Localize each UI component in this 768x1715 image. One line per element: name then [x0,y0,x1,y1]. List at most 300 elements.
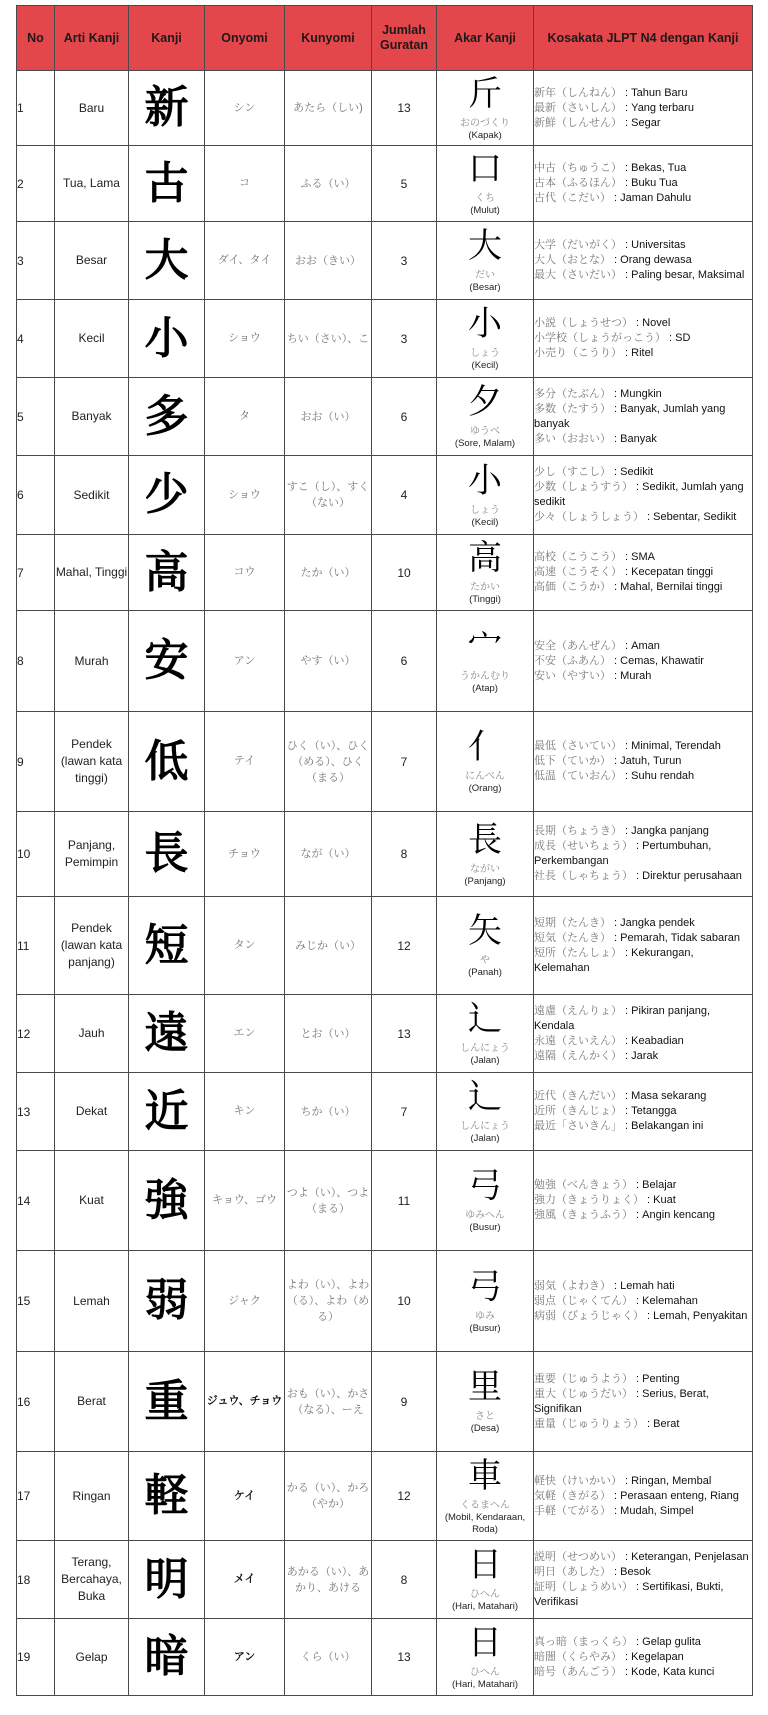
vocab-separator: : [622,1090,632,1102]
row-number: 10 [17,812,55,897]
radical-glyph: 里 [468,1367,502,1407]
vocab-japanese: 少し（すこし） [534,466,611,478]
header-arti: Arti Kanji [55,6,129,71]
vocab-list [534,1619,753,1696]
stroke-count: 6 [372,611,437,712]
radical-reading: しんにょう [460,1121,510,1132]
onyomi-reading: ショウ [205,456,285,535]
kunyomi-reading: すこ（し）、すく（ない） [285,456,372,535]
vocab-separator: : [611,916,621,929]
vocab-list [534,300,753,378]
table-row [17,897,753,995]
radical-reading: くち [475,193,495,204]
vocab-japanese: 重要（じゅうよう） [534,1372,633,1385]
vocab-item [534,946,752,976]
kunyomi-reading: みじか（い） [285,897,372,995]
vocab-item [534,565,752,580]
vocab-item [534,238,752,253]
vocab-meaning: Ritel [631,347,654,359]
vocab-list [534,1151,753,1251]
radical-reading: ながい [470,863,500,875]
table-row [17,812,753,897]
vocab-japanese: 新年（しんねん） [534,86,622,99]
kunyomi-reading: あかる（い）、あかり、あける [285,1541,372,1619]
vocab-item [534,1580,752,1610]
radical-glyph: 大 [468,226,502,266]
vocab-meaning: Besok [620,1565,651,1578]
kunyomi-reading: とお（い） [285,995,372,1073]
radical-meaning: (Kecil) [471,516,499,528]
vocab-separator: : [611,1279,621,1292]
kanji-meaning: Murah [55,611,129,712]
vocab-item [534,550,752,565]
vocab-meaning: Jaman Dahulu [620,192,692,204]
onyomi-reading: コ [205,146,285,222]
kunyomi-reading: やす（い） [285,611,372,712]
vocab-separator: : [633,317,643,329]
kanji-meaning: Dekat [55,1073,129,1151]
vocab-item [534,161,752,176]
kanji-character: 重 [129,1352,205,1452]
vocab-list [534,611,753,712]
vocab-japanese: 多数（たすう） [534,402,611,415]
vocab-meaning: Jatuh, Turun [620,755,682,767]
vocab-separator: : [633,1294,643,1307]
vocab-japanese: 手軽（てがる） [534,1504,611,1517]
vocab-meaning: Buku Tua [631,177,678,189]
vocab-separator: : [622,1105,632,1117]
vocab-separator: : [611,432,621,445]
vocab-separator: : [633,1635,643,1648]
kunyomi-reading: つよ（い）、つよ（まる） [285,1151,372,1251]
vocab-item [534,480,752,510]
vocab-item [534,1489,752,1504]
kunyomi-reading: ひく（い）、ひく（める）、ひく（まる） [285,712,372,812]
vocab-meaning: Direktur perusahaan [642,870,742,882]
vocab-separator: : [622,566,632,578]
vocab-separator: : [622,946,632,959]
vocab-japanese: 安い（やすい） [534,669,611,682]
radical-meaning: (Mulut) [470,205,500,216]
kunyomi-reading: かる（い）、かろ（やか） [285,1452,372,1541]
kanji-character: 高 [129,535,205,611]
radical-meaning: (Tinggi) [469,594,501,605]
vocab-separator: : [611,1504,621,1517]
vocab-separator: : [622,1650,632,1663]
row-number: 5 [17,378,55,456]
vocab-item [534,654,752,669]
radical-cell [437,1541,534,1619]
vocab-meaning: Perasaan enteng, Riang [620,1489,739,1502]
radical-glyph: 弓 [468,1266,502,1307]
vocab-meaning: Pikiran panjang, Kendala [534,1004,711,1032]
vocab-meaning: Belajar [642,1179,677,1191]
radical-cell [437,611,534,712]
vocab-meaning: Kegelapan [631,1650,684,1663]
radical-meaning: (Panjang) [464,875,506,887]
vocab-item [534,1417,752,1432]
table-row [17,146,753,222]
vocab-japanese: 短期（たんき） [534,916,611,929]
vocab-item [534,1309,752,1324]
vocab-japanese: 暗闇（くらやみ） [534,1650,622,1663]
kanji-character: 短 [129,897,205,995]
vocab-separator: : [622,269,632,281]
vocab-item [534,101,752,116]
vocab-item [534,1178,752,1193]
vocab-japanese: 最近「さいきん」 [534,1120,622,1132]
vocab-item [534,432,752,447]
radical-glyph: 日 [468,1545,502,1585]
onyomi-reading: ジュウ、チョウ [205,1352,285,1452]
vocab-meaning: Lemah, Penyakitan [653,1309,748,1322]
kanji-character: 小 [129,300,205,378]
vocab-separator: : [644,1194,654,1206]
kanji-meaning: Tua, Lama [55,146,129,222]
vocab-japanese: 永遠（えいえん） [534,1034,622,1047]
radical-reading: ゆうべ [470,426,500,437]
vocab-item [534,739,752,754]
vocab-separator: : [622,770,632,782]
vocab-item [534,346,752,361]
header-onyomi: Onyomi [205,6,285,71]
onyomi-reading: アン [205,611,285,712]
stroke-count: 13 [372,995,437,1073]
vocab-meaning: Aman [631,639,660,652]
radical-meaning: (Orang) [468,783,502,794]
vocab-separator: : [611,192,621,204]
onyomi-reading: コウ [205,535,285,611]
kunyomi-reading: よわ（い）、よわ（る）、よわ（める） [285,1251,372,1352]
vocab-separator: : [622,177,632,189]
kanji-meaning: Pendek (lawan kata tinggi) [55,712,129,812]
kanji-character: 大 [129,222,205,300]
vocab-japanese: 勉強（べんきょう） [534,1179,633,1191]
stroke-count: 10 [372,535,437,611]
vocab-japanese: 多い（おおい） [534,432,611,445]
stroke-count: 11 [372,1151,437,1251]
vocab-japanese: 古本（ふるほん） [534,177,622,189]
radical-reading: ひへん [470,1666,500,1678]
vocab-meaning: Bekas, Tua [631,162,687,174]
vocab-japanese: 成長（せいちょう） [534,840,633,852]
stroke-count: 12 [372,1452,437,1541]
vocab-item [534,176,752,191]
vocab-list [534,1073,753,1151]
stroke-count: 5 [372,146,437,222]
vocab-meaning: SD [675,332,691,344]
kunyomi-reading: おお（きい） [285,222,372,300]
vocab-item [534,1635,752,1650]
kanji-character: 遠 [129,995,205,1073]
onyomi-reading: タ [205,378,285,456]
table-row [17,1073,753,1151]
vocab-japanese: 小売り（こうり） [534,347,622,359]
radical-reading: ゆみ [475,1310,495,1322]
radical-cell [437,1619,534,1696]
radical-glyph: 日 [468,1622,502,1663]
radical-reading: たかい [470,582,500,593]
header-radical: Akar Kanji [437,6,534,71]
radical-meaning: (Hari, Matahari) [452,1601,518,1612]
radical-meaning: (Busur) [469,1222,501,1233]
radical-cell [437,812,534,897]
kanji-character: 古 [129,146,205,222]
vocab-japanese: 安全（あんぜん） [534,639,622,652]
vocab-item [534,253,752,268]
radical-meaning: (Mobil, Kendaraan, Roda) [444,1511,526,1535]
radical-reading: しょう [470,348,500,359]
vocab-separator: : [611,755,621,767]
vocab-item [534,754,752,769]
vocab-meaning: Banyak, Jumlah yang banyak [534,402,726,430]
row-number: 8 [17,611,55,712]
radical-glyph: 斤 [468,73,502,114]
table-row [17,1619,753,1696]
row-number: 18 [17,1541,55,1619]
row-number: 15 [17,1251,55,1352]
vocab-separator: : [611,466,621,478]
vocab-meaning: Paling besar, Maksimal [631,269,745,281]
vocab-list [534,146,753,222]
kanji-meaning: Baru [55,71,129,146]
radical-reading: おのづくり [460,117,510,129]
vocab-separator: : [633,1580,643,1593]
kanji-meaning: Mahal, Tinggi [55,535,129,611]
vocab-meaning: Keabadian [631,1034,684,1047]
vocab-separator: : [611,654,621,667]
table-row [17,1151,753,1251]
vocab-separator: : [633,1387,643,1400]
radical-meaning: (Desa) [470,1423,500,1434]
row-number: 11 [17,897,55,995]
kanji-character: 暗 [129,1619,205,1696]
kunyomi-reading: ふる（い） [285,146,372,222]
vocab-meaning: Kekurangan, Kelemahan [534,946,694,974]
radical-glyph: 辶 [468,999,502,1039]
kanji-meaning: Banyak [55,378,129,456]
vocab-japanese: 低下（ていか） [534,755,611,767]
vocab-separator: : [633,481,643,493]
radical-meaning: (Kecil) [471,360,499,371]
onyomi-reading: タン [205,897,285,995]
radical-cell [437,995,534,1073]
vocab-list [534,1352,753,1452]
vocab-japanese: 近所（きんじょ） [534,1105,622,1117]
vocab-item [534,1208,752,1223]
vocab-meaning: Universitas [631,239,686,251]
radical-cell [437,71,534,146]
row-number: 16 [17,1352,55,1452]
vocab-item [534,916,752,931]
vocab-meaning: Pertumbuhan, Perkembangan [534,840,712,867]
vocab-meaning: Jangka pendek [620,916,695,929]
stroke-count: 7 [372,712,437,812]
table-row [17,456,753,535]
vocab-meaning: SMA [631,551,656,563]
vocab-list [534,222,753,300]
vocab-separator: : [644,511,654,523]
vocab-item [534,1193,752,1208]
header-strokes: Jumlah Guratan [372,6,437,71]
radical-cell [437,456,534,535]
header-row [17,6,753,71]
vocab-item [534,268,752,283]
vocab-item [534,580,752,595]
radical-reading: さと [475,1411,495,1422]
vocab-japanese: 短気（たんき） [534,931,611,944]
kanji-meaning: Pendek (lawan kata panjang) [55,897,129,995]
onyomi-reading: チョウ [205,812,285,897]
vocab-separator: : [622,825,632,837]
vocab-separator: : [633,1209,643,1221]
radical-meaning: (Panah) [468,967,502,978]
kunyomi-reading: あたら（しい) [285,71,372,146]
radical-glyph: 長 [468,819,502,860]
vocab-list [534,812,753,897]
vocab-item [534,1504,752,1519]
vocab-separator: : [622,239,632,251]
vocab-meaning: Lemah hati [620,1279,675,1292]
radical-cell [437,222,534,300]
table-body [17,71,753,1696]
vocab-japanese: 社長（しゃちょう） [534,870,633,882]
stroke-count: 8 [372,812,437,897]
vocab-separator: : [622,1550,632,1563]
stroke-count: 9 [372,1352,437,1452]
table-row [17,222,753,300]
onyomi-reading: ジャク [205,1251,285,1352]
vocab-meaning: Pemarah, Tidak sabaran [620,931,741,944]
kanji-character: 低 [129,712,205,812]
radical-glyph: 高 [468,538,502,578]
vocab-meaning: Kecepatan tinggi [631,566,714,578]
stroke-count: 3 [372,222,437,300]
radical-glyph: 口 [468,149,502,189]
radical-cell [437,897,534,995]
vocab-separator: : [622,116,632,129]
vocab-japanese: 古代（こだい） [534,192,611,204]
row-number: 1 [17,71,55,146]
vocab-japanese: 最低（さいてい） [534,740,622,752]
kanji-meaning: Kecil [55,300,129,378]
vocab-japanese: 大学（だいがく） [534,239,622,251]
vocab-meaning: Mudah, Simpel [620,1504,694,1517]
vocab-item [534,1089,752,1104]
radical-meaning: (Kapak) [468,129,502,141]
vocab-meaning: Masa sekarang [631,1090,707,1102]
kanji-meaning: Ringan [55,1452,129,1541]
vocab-japanese: 長期（ちょうき） [534,825,622,837]
vocab-meaning: Gelap gulita [642,1635,701,1648]
kanji-character: 強 [129,1151,205,1251]
table-row [17,300,753,378]
vocab-separator: : [622,1034,632,1047]
onyomi-reading: シン [205,71,285,146]
kanji-character: 多 [129,378,205,456]
radical-glyph: 弓 [468,1166,502,1206]
stroke-count: 13 [372,71,437,146]
vocab-japanese: 低温（ていおん） [534,770,622,782]
vocab-item [534,869,752,884]
vocab-list [534,535,753,611]
vocab-list [534,456,753,535]
vocab-item [534,1294,752,1309]
vocab-meaning: Serius, Berat, Signifikan [534,1387,709,1415]
row-number: 13 [17,1073,55,1151]
kunyomi-reading: おも（い）、かさ（なる）、ーえ [285,1352,372,1452]
radical-meaning: (Busur) [469,1322,501,1334]
radical-cell [437,1352,534,1452]
vocab-item [534,1049,752,1064]
radical-meaning: (Hari, Matahari) [452,1678,518,1690]
vocab-japanese: 弱点（じゃくてん） [534,1294,633,1307]
radical-glyph: 辶 [468,1077,502,1117]
radical-glyph: 亻 [468,727,502,767]
vocab-japanese: 明日（あした） [534,1565,611,1578]
vocab-item [534,1279,752,1294]
vocab-japanese: 証明（しょうめい） [534,1580,633,1593]
vocab-meaning: Sedikit [620,466,654,478]
vocab-meaning: Jarak [631,1049,659,1062]
kanji-character: 軽 [129,1452,205,1541]
vocab-item [534,316,752,331]
vocab-meaning: Segar [631,116,661,129]
vocab-item [534,331,752,346]
radical-reading: や [480,955,490,966]
onyomi-reading: キョウ、ゴウ [205,1151,285,1251]
table-row [17,71,753,146]
kunyomi-reading: ちい（さい）、こ [285,300,372,378]
vocab-meaning: Kuat [653,1194,676,1206]
onyomi-reading: アン [205,1619,285,1696]
vocab-item [534,387,752,402]
kanji-character: 弱 [129,1251,205,1352]
stroke-count: 3 [372,300,437,378]
kanji-meaning: Sedikit [55,456,129,535]
kanji-meaning: Berat [55,1352,129,1452]
vocab-meaning: Murah [620,669,652,682]
table-row [17,1251,753,1352]
vocab-separator: : [611,387,621,400]
vocab-japanese: 遠慮（えんりょ） [534,1004,622,1017]
table-row [17,611,753,712]
row-number: 17 [17,1452,55,1541]
vocab-separator: : [633,870,643,882]
vocab-japanese: 強風（きょうふう） [534,1209,633,1221]
kunyomi-reading: たか（い） [285,535,372,611]
radical-glyph: 小 [468,460,502,501]
vocab-japanese: 近代（きんだい） [534,1090,622,1102]
stroke-count: 10 [372,1251,437,1352]
radical-cell [437,378,534,456]
vocab-separator: : [622,162,632,174]
vocab-meaning: Kelemahan [642,1294,698,1307]
header-vocab: Kosakata JLPT N4 dengan Kanji [534,6,753,71]
vocab-meaning: Tahun Baru [631,86,688,99]
stroke-count: 12 [372,897,437,995]
vocab-separator: : [622,740,632,752]
stroke-count: 7 [372,1073,437,1151]
kanji-character: 安 [129,611,205,712]
row-number: 2 [17,146,55,222]
vocab-japanese: 短所（たんしょ） [534,946,622,959]
vocab-separator: : [622,1049,632,1062]
header-kunyomi: Kunyomi [285,6,372,71]
stroke-count: 8 [372,1541,437,1619]
radical-reading: くるまへん [460,1499,510,1511]
vocab-item [534,1565,752,1580]
